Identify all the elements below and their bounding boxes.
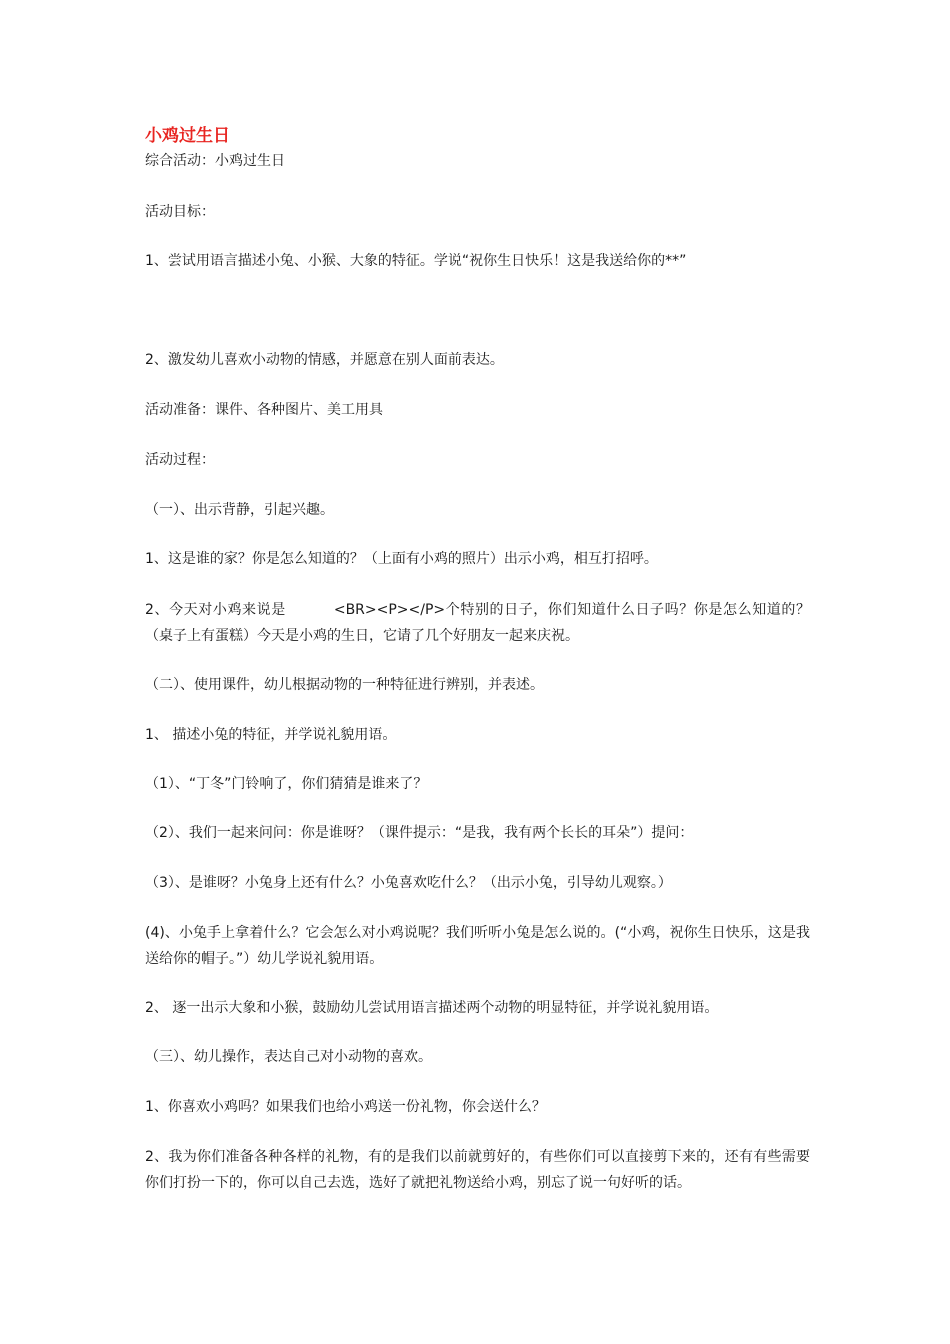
section-2-sub-1: （1）、“丁冬”门铃响了，你们猜猜是谁来了？: [145, 776, 428, 792]
section-1-item-1: 1、这是谁的家？你是怎么知道的？（上面有小鸡的照片）出示小鸡，相互打招呼。: [145, 551, 658, 567]
process-heading: 活动过程：: [145, 452, 215, 468]
preparation: 活动准备：课件、各种图片、美工用具: [145, 402, 383, 418]
section-2-sub-3: （3）、是谁呀？小兔身上还有什么？小兔喜欢吃什么？（出示小兔，引导幼儿观察。）: [145, 875, 672, 891]
section-3-item-2: 2、我为你们准备各种各样的礼物，有的是我们以前就剪好的，有些你们可以直接剪下来的，还有有些需要你们打扮一下的，你可以自己去选，选好了就把礼物送给小鸡，别忘了说一句好听的话。: [145, 1149, 810, 1191]
section-2-heading: （二）、使用课件，幼儿根据动物的一种特征进行辨别，并表述。: [145, 677, 544, 693]
subtitle: 综合活动：小鸡过生日: [145, 153, 285, 169]
goals-heading: 活动目标：: [145, 204, 215, 220]
section-2-item-1: 1、 描述小兔的特征，并学说礼貌用语。: [145, 727, 397, 743]
section-3-item-1: 1、你喜欢小鸡吗？如果我们也给小鸡送一份礼物，你会送什么？: [145, 1099, 546, 1115]
section-2-sub-2: （2）、我们一起来问问：你是谁呀？（课件提示：“是我，我有两个长长的耳朵”）提问：: [145, 825, 694, 841]
section-2-item-2: 2、 逐一出示大象和小猴，鼓励幼儿尝试用语言描述两个动物的明显特征，并学说礼貌用语。: [145, 1000, 719, 1016]
section-1-heading: （一）、出示背静，引起兴趣。: [145, 502, 334, 518]
section-1-item-2: [145, 597, 810, 649]
section-3-heading: （三）、幼儿操作，表达自己对小动物的喜欢。: [145, 1049, 432, 1065]
section-2-sub-4: (4)、小兔手上拿着什么？它会怎么对小鸡说呢？我们听听小兔是怎么说的。(“小鸡，祝你生日快乐，这是我送给你的帽子。”）幼儿学说礼貌用语。: [145, 925, 810, 967]
goal-item-2: 2、激发幼儿喜欢小动物的情感，并愿意在别人面前表达。: [145, 352, 504, 368]
section-1-item-2-part-b: <BR><P></P>个特别的日子，你们知道什么日子吗？你是怎么知道的？（桌子上有蛋糕）今天是小鸡的生日，它请了几个好朋友一起来庆祝。: [145, 602, 810, 644]
document-title: 小鸡过生日: [145, 126, 230, 146]
section-1-item-2-part-a: 2、今天对小鸡来说是: [145, 602, 286, 618]
goal-item-1: 1、尝试用语言描述小兔、小猴、大象的特征。学说“祝你生日快乐！这是我送给你的**”: [145, 253, 687, 269]
